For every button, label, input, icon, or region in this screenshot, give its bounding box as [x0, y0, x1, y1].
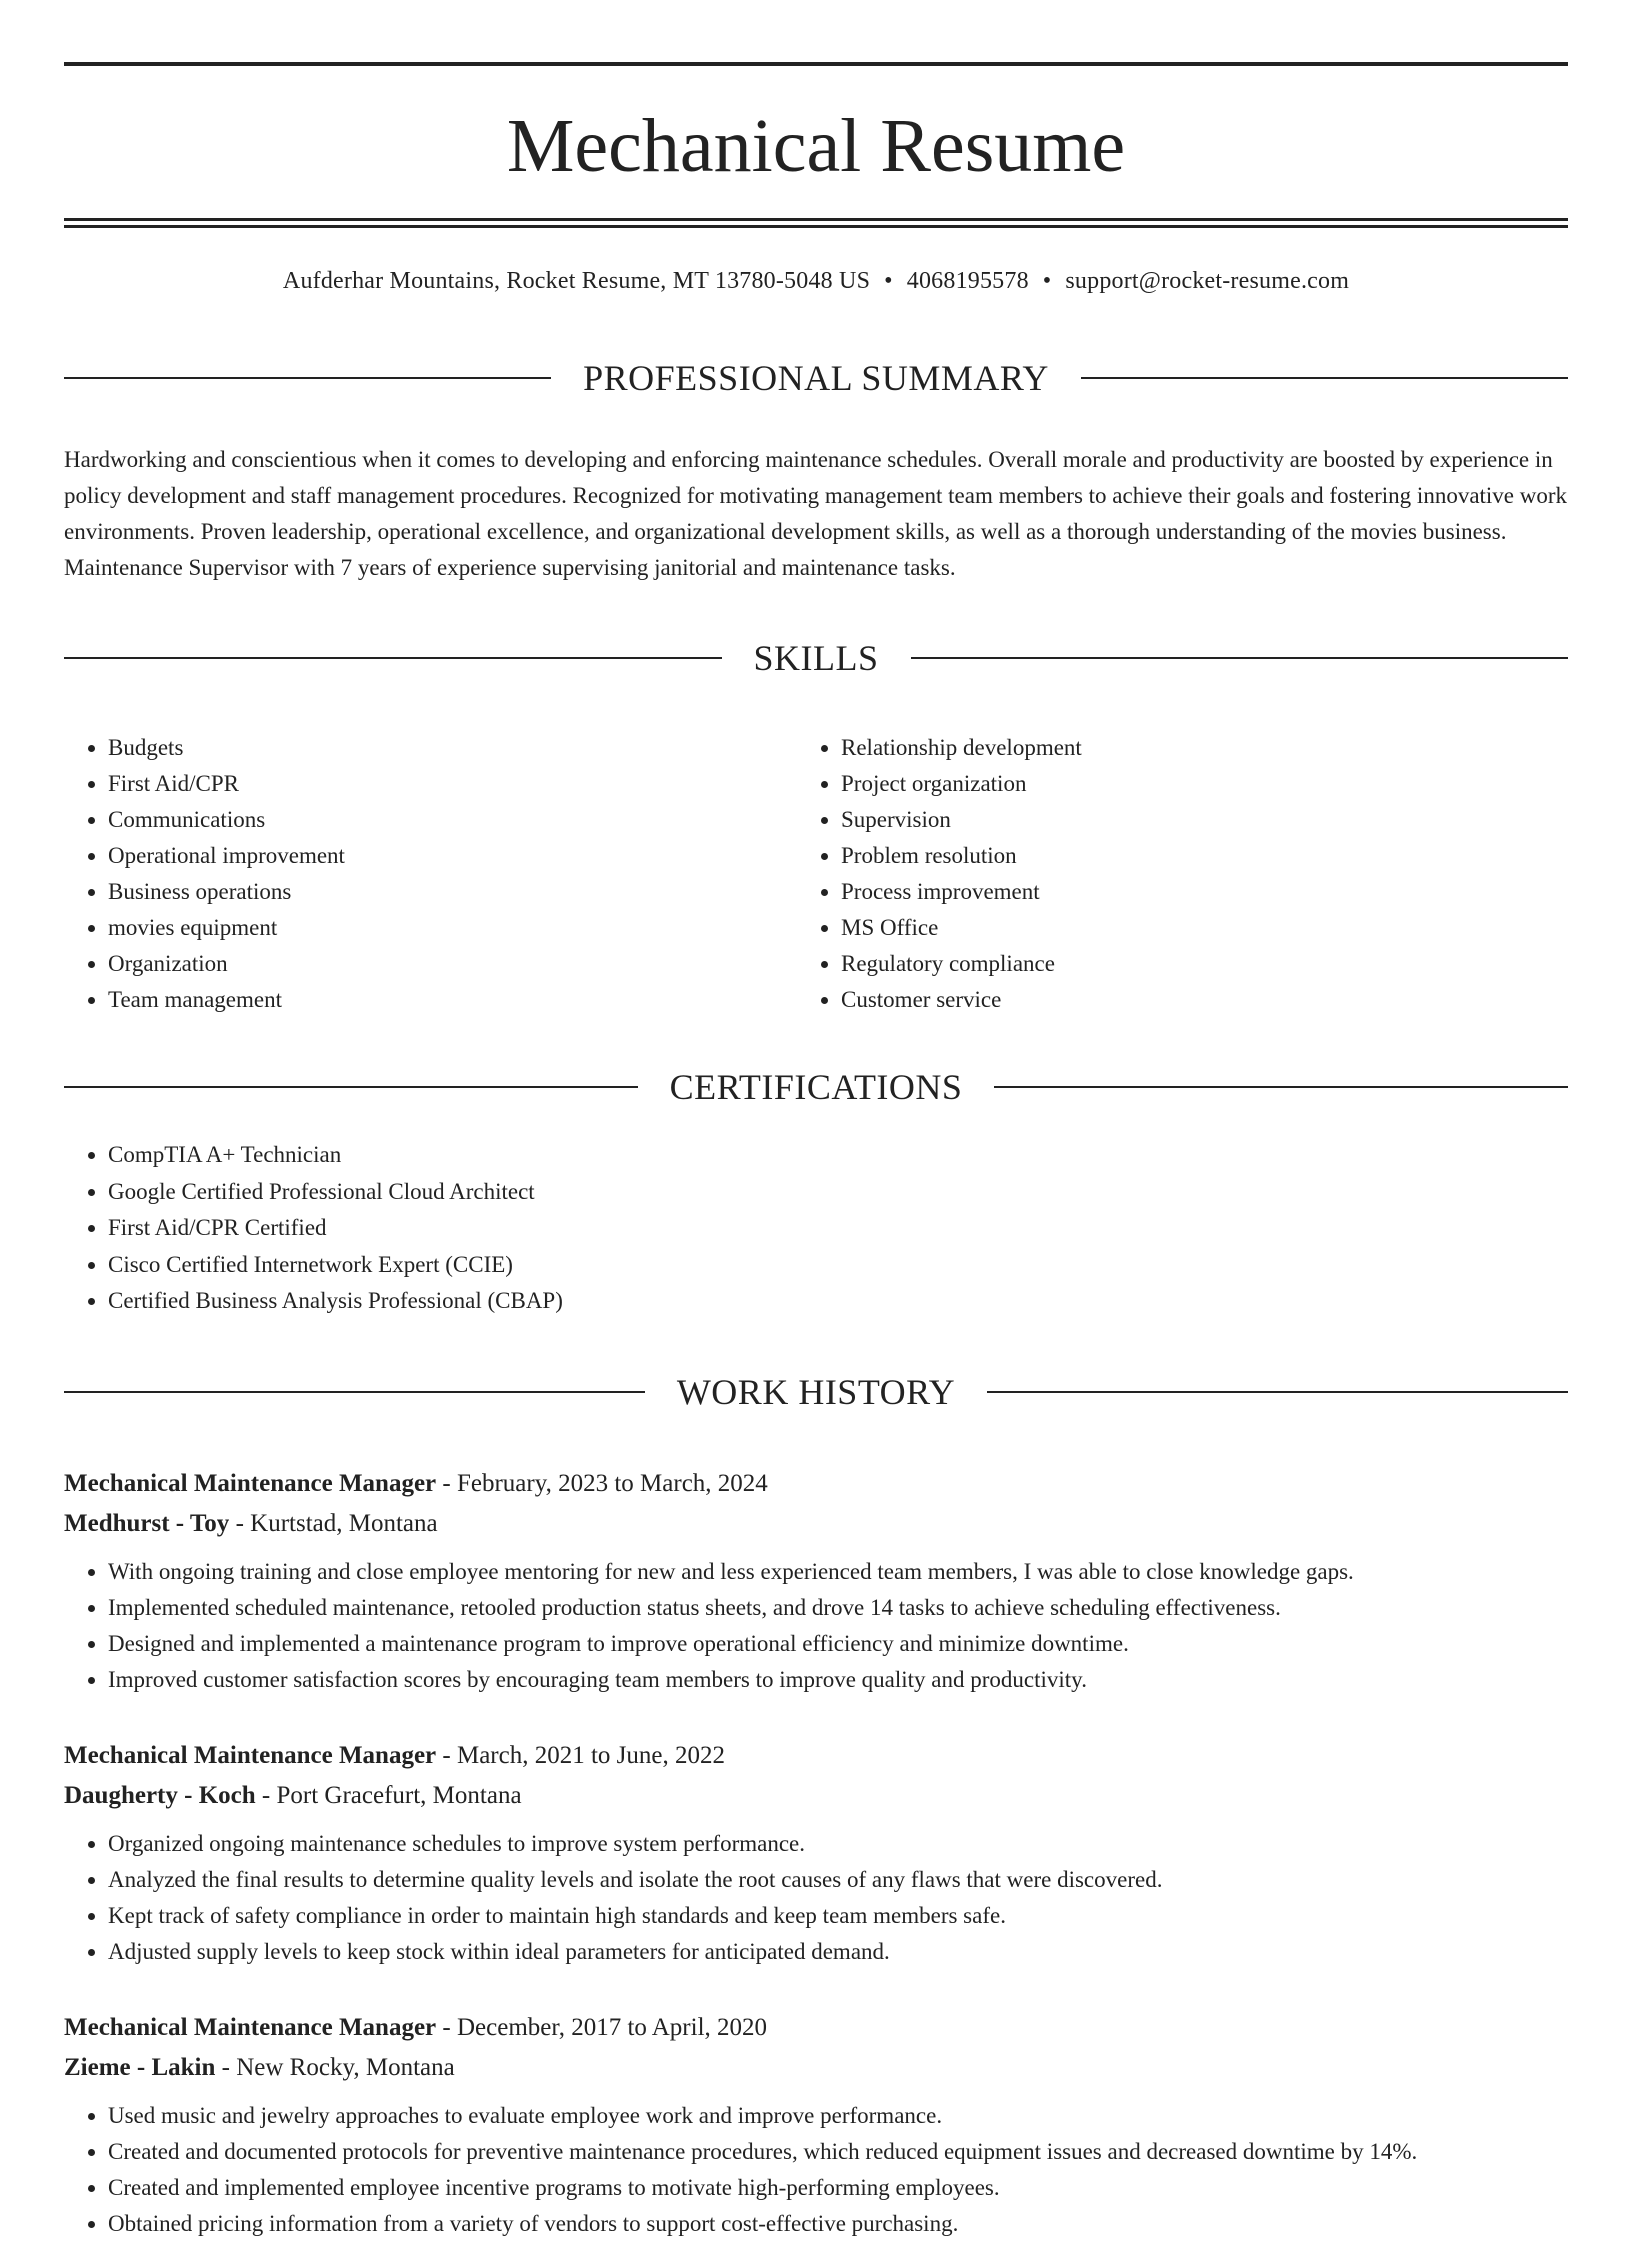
- job-bullet: • Designed and implemented a maintenance program to improve operational efficiency and minimize downtime.: [108, 1626, 1568, 1662]
- job-bullet: • Obtained pricing information from a variety of vendors to support cost-effective purchasing.: [108, 2206, 1568, 2242]
- job-role: Mechanical Maintenance Manager: [64, 2013, 437, 2041]
- contact-line: [64, 266, 1568, 296]
- skills-list: [64, 730, 1568, 1018]
- skills-heading: [64, 608, 1568, 708]
- certification-item: • Cisco Certified Internetwork Expert (CCIE): [108, 1247, 1568, 1284]
- job-bullets: [64, 1554, 1568, 1698]
- resume-name: Mechanical Resume: [506, 104, 1126, 188]
- job-bullet: • Used music and jewelry approaches to evaluate employee work and improve performance.: [108, 2098, 1568, 2134]
- skill-item: • Problem resolution: [841, 838, 1568, 874]
- heading-rule: [64, 657, 722, 659]
- job-location: - Kurtstad, Montana: [229, 1509, 438, 1537]
- heading-rule: [1081, 377, 1568, 379]
- heading-rule: [994, 1086, 1568, 1088]
- job-title-line: [64, 1736, 1568, 1776]
- job-company: Zieme - Lakin: [64, 2053, 216, 2081]
- skill-item: • Communications: [108, 802, 835, 838]
- contact-email: support@rocket-resume.com: [1065, 268, 1350, 294]
- skill-item: • MS Office: [841, 910, 1568, 946]
- top-rule: [64, 62, 1568, 66]
- skill-item: • Supervision: [841, 802, 1568, 838]
- summary-title: PROFESSIONAL SUMMARY: [583, 357, 1049, 398]
- job-title-line: [64, 1464, 1568, 1504]
- job-company-line: [64, 2048, 1568, 2088]
- skills-title: SKILLS: [753, 637, 879, 678]
- summary-heading: [64, 328, 1568, 428]
- heading-rule: [64, 1391, 645, 1393]
- job-bullet: • Kept track of safety compliance in order to maintain high standards and keep team members safe.: [108, 1898, 1568, 1934]
- certification-item: • CompTIA A+ Technician: [108, 1137, 1568, 1174]
- job-bullet: • Adjusted supply levels to keep stock within ideal parameters for anticipated demand.: [108, 1934, 1568, 1970]
- certification-item: • Certified Business Analysis Professional (CBAP): [108, 1283, 1568, 1320]
- skills-column-left: [64, 730, 835, 1018]
- job-bullet: • Improved customer satisfaction scores by encouraging team members to improve quality and productivity.: [108, 1662, 1568, 1698]
- contact-separator: •: [884, 268, 893, 294]
- job-role: Mechanical Maintenance Manager: [64, 1741, 437, 1769]
- job-entry: [64, 1736, 1568, 1970]
- job-dates: - March, 2021 to June, 2022: [436, 1741, 725, 1769]
- summary-text: Hardworking and conscientious when it comes to developing and enforcing maintenance schedules. Overall morale and productivity are boosted by experience in policy development and staff management procedures. Recognized for motivating management team members to achieve their goals and fostering innovative work environments. Proven leadership, operational excellence, and organizational development skills, as well as a thorough understanding of the movies business. Maintenance Supervisor with 7 years of experience supervising janitorial and maintenance tasks.: [64, 446, 1568, 580]
- job-title-line: [64, 2008, 1568, 2048]
- job-bullet: • Created and documented protocols for preventive maintenance procedures, which reduced equipment issues and decreased downtime by 14%.: [108, 2134, 1568, 2170]
- skill-item: • First Aid/CPR: [108, 766, 835, 802]
- skill-item: • Process improvement: [841, 874, 1568, 910]
- work-history-heading: [64, 1342, 1568, 1442]
- header-double-rule: [64, 218, 1568, 228]
- job-dates: - December, 2017 to April, 2020: [436, 2013, 768, 2041]
- skill-item: • Project organization: [841, 766, 1568, 802]
- work-history-title: WORK HISTORY: [676, 1371, 956, 1412]
- job-bullets: [64, 1826, 1568, 1970]
- heading-rule: [987, 1391, 1568, 1393]
- job-company-line: [64, 1776, 1568, 1816]
- skill-item: • Team management: [108, 982, 835, 1018]
- skill-item: • Budgets: [108, 730, 835, 766]
- certifications-title: CERTIFICATIONS: [669, 1067, 963, 1108]
- skill-item: • Regulatory compliance: [841, 946, 1568, 982]
- certifications-heading: [64, 1038, 1568, 1138]
- job-entry: [64, 1464, 1568, 1698]
- job-bullet: • Implemented scheduled maintenance, retooled production status sheets, and drove 14 tasks to achieve scheduling effectiveness.: [108, 1590, 1568, 1626]
- job-bullet: • Analyzed the final results to determine quality levels and isolate the root causes of any flaws that were discovered.: [108, 1862, 1568, 1898]
- skill-item: • Business operations: [108, 874, 835, 910]
- certifications-list: [64, 1137, 1568, 1320]
- job-location: - Port Gracefurt, Montana: [255, 1781, 522, 1809]
- job-role: Mechanical Maintenance Manager: [64, 1469, 437, 1497]
- contact-address: Aufderhar Mountains, Rocket Resume, MT 13780-5048 US: [282, 268, 871, 294]
- skills-column-right: [835, 730, 1568, 1018]
- heading-rule: [911, 657, 1569, 659]
- heading-rule: [64, 1086, 638, 1088]
- heading-rule: [64, 377, 551, 379]
- job-bullet: • Created and implemented employee incentive programs to motivate high-performing employees.: [108, 2170, 1568, 2206]
- job-dates: - February, 2023 to March, 2024: [436, 1469, 768, 1497]
- job-company-line: [64, 1504, 1568, 1544]
- skill-item: • Customer service: [841, 982, 1568, 1018]
- job-bullets: [64, 2098, 1568, 2242]
- contact-phone: 4068195578: [906, 268, 1029, 294]
- job-bullet: • Organized ongoing maintenance schedules to improve system performance.: [108, 1826, 1568, 1862]
- job-entry: [64, 2008, 1568, 2242]
- certification-item: • First Aid/CPR Certified: [108, 1210, 1568, 1247]
- contact-separator: •: [1042, 268, 1052, 294]
- skill-item: • Relationship development: [841, 730, 1568, 766]
- job-company: Daugherty - Koch: [64, 1781, 256, 1809]
- skill-item: • Organization: [108, 946, 835, 982]
- job-location: - New Rocky, Montana: [215, 2053, 455, 2081]
- skill-item: • Operational improvement: [108, 838, 835, 874]
- job-bullet: • With ongoing training and close employee mentoring for new and less experienced team members, I was able to close knowledge gaps.: [108, 1554, 1568, 1590]
- certification-item: • Google Certified Professional Cloud Architect: [108, 1174, 1568, 1211]
- job-company: Medhurst - Toy: [64, 1509, 230, 1537]
- skill-item: • movies equipment: [108, 910, 835, 946]
